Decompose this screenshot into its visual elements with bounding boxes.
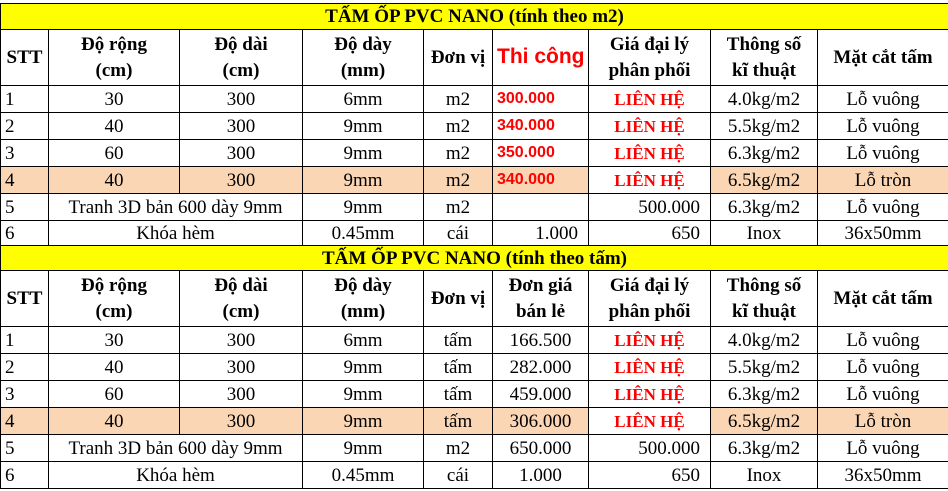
cell-product-name: Tranh 3D bản 600 dày 9mm xyxy=(49,194,303,221)
cell-thickness: 0.45mm xyxy=(303,221,424,246)
header-section: Mặt cắt tấm xyxy=(818,271,948,327)
cell-width: 60 xyxy=(49,381,180,408)
cell-dealer-price: LIÊN HỆ xyxy=(589,113,711,140)
header-width: Độ rộng (cm) xyxy=(49,30,180,86)
table-row-highlighted xyxy=(1,167,948,194)
cell-width: 30 xyxy=(49,327,180,354)
cell-spec: 4.0kg/m2 xyxy=(711,86,818,113)
cell-section: Lỗ vuông xyxy=(818,354,948,381)
cell-section: Lỗ tròn xyxy=(818,408,948,435)
cell-spec: 6.3kg/m2 xyxy=(711,381,818,408)
cell-section: Lỗ vuông xyxy=(818,327,948,354)
cell-price: 459.000 xyxy=(493,381,589,408)
header-length: Độ dài (cm) xyxy=(180,271,303,327)
cell-thickness: 9mm xyxy=(303,167,424,194)
cell-dealer-price: 650 xyxy=(589,221,711,246)
table-row xyxy=(1,194,948,221)
cell-stt: 2 xyxy=(1,354,49,381)
cell-unit: m2 xyxy=(424,194,493,221)
cell-width: 60 xyxy=(49,140,180,167)
table-title: TẤM ỐP PVC NANO (tính theo m2) xyxy=(1,4,948,30)
cell-section: Lỗ vuông xyxy=(818,194,948,221)
header-width: Độ rộng (cm) xyxy=(49,271,180,327)
header-dealer-price: Giá đại lý phân phối xyxy=(589,271,711,327)
table-row xyxy=(1,381,948,408)
cell-price: 1.000 xyxy=(493,221,589,246)
cell-section: Lỗ vuông xyxy=(818,86,948,113)
table-row xyxy=(1,354,948,381)
cell-spec: 6.3kg/m2 xyxy=(711,194,818,221)
header-stt: STT xyxy=(1,271,49,327)
header-installation: Thi công xyxy=(493,30,589,86)
cell-length: 300 xyxy=(180,167,303,194)
cell-unit: m2 xyxy=(424,140,493,167)
cell-dealer-price: 500.000 xyxy=(589,194,711,221)
cell-unit: cái xyxy=(424,221,493,246)
cell-stt: 3 xyxy=(1,140,49,167)
cell-thickness: 9mm xyxy=(303,435,424,462)
cell-width: 40 xyxy=(49,113,180,140)
cell-unit: m2 xyxy=(424,435,493,462)
cell-stt: 5 xyxy=(1,435,49,462)
cell-section: Lỗ vuông xyxy=(818,381,948,408)
cell-price: 340.000 xyxy=(493,167,589,194)
header-length: Độ dài (cm) xyxy=(180,30,303,86)
table-title-row xyxy=(1,4,948,30)
cell-length: 300 xyxy=(180,408,303,435)
cell-section: Lỗ vuông xyxy=(818,140,948,167)
cell-thickness: 9mm xyxy=(303,408,424,435)
cell-thickness: 0.45mm xyxy=(303,462,424,489)
table-row xyxy=(1,140,948,167)
cell-dealer-price: 500.000 xyxy=(589,435,711,462)
header-row xyxy=(1,30,948,86)
cell-dealer-price: LIÊN HỆ xyxy=(589,381,711,408)
cell-thickness: 6mm xyxy=(303,327,424,354)
cell-price: 306.000 xyxy=(493,408,589,435)
cell-unit: tấm xyxy=(424,354,493,381)
cell-thickness: 9mm xyxy=(303,381,424,408)
cell-price: 340.000 xyxy=(493,113,589,140)
cell-length: 300 xyxy=(180,86,303,113)
cell-width: 30 xyxy=(49,86,180,113)
header-section: Mặt cắt tấm xyxy=(818,30,948,86)
header-thickness: Độ dày (mm) xyxy=(303,30,424,86)
cell-thickness: 6mm xyxy=(303,86,424,113)
price-table-per-m2 xyxy=(0,3,948,246)
table-row xyxy=(1,86,948,113)
cell-stt: 1 xyxy=(1,86,49,113)
cell-unit: m2 xyxy=(424,113,493,140)
table-row xyxy=(1,113,948,140)
cell-unit: cái xyxy=(424,462,493,489)
cell-product-name: Tranh 3D bản 600 dày 9mm xyxy=(49,435,303,462)
cell-spec: Inox xyxy=(711,462,818,489)
price-table-per-sheet xyxy=(0,245,948,489)
cell-price: 282.000 xyxy=(493,354,589,381)
header-spec: Thông số kĩ thuật xyxy=(711,271,818,327)
cell-price: 300.000 xyxy=(493,86,589,113)
cell-dealer-price: LIÊN HỆ xyxy=(589,354,711,381)
cell-section: Lỗ vuông xyxy=(818,113,948,140)
cell-spec: 6.5kg/m2 xyxy=(711,167,818,194)
cell-stt: 5 xyxy=(1,194,49,221)
cell-stt: 4 xyxy=(1,408,49,435)
header-spec: Thông số kĩ thuật xyxy=(711,30,818,86)
cell-width: 40 xyxy=(49,167,180,194)
table-row xyxy=(1,327,948,354)
cell-dealer-price: LIÊN HỆ xyxy=(589,140,711,167)
cell-thickness: 9mm xyxy=(303,354,424,381)
cell-price xyxy=(493,194,589,221)
cell-width: 40 xyxy=(49,354,180,381)
cell-stt: 3 xyxy=(1,381,49,408)
header-row xyxy=(1,271,948,327)
cell-length: 300 xyxy=(180,354,303,381)
cell-dealer-price: LIÊN HỆ xyxy=(589,408,711,435)
cell-spec: 5.5kg/m2 xyxy=(711,113,818,140)
cell-price: 350.000 xyxy=(493,140,589,167)
cell-length: 300 xyxy=(180,381,303,408)
cell-stt: 4 xyxy=(1,167,49,194)
cell-spec: 6.3kg/m2 xyxy=(711,435,818,462)
cell-spec: 4.0kg/m2 xyxy=(711,327,818,354)
header-dealer-price: Giá đại lý phân phối xyxy=(589,30,711,86)
header-retail-price: Đơn giá bán lẻ xyxy=(493,271,589,327)
cell-price: 650.000 xyxy=(493,435,589,462)
cell-spec: Inox xyxy=(711,221,818,246)
cell-unit: tấm xyxy=(424,408,493,435)
table-row xyxy=(1,435,948,462)
cell-section: 36x50mm xyxy=(818,221,948,246)
header-thickness: Độ dày (mm) xyxy=(303,271,424,327)
cell-unit: m2 xyxy=(424,86,493,113)
table-title-row xyxy=(1,246,948,271)
cell-unit: tấm xyxy=(424,381,493,408)
cell-length: 300 xyxy=(180,140,303,167)
cell-stt: 6 xyxy=(1,221,49,246)
cell-stt: 2 xyxy=(1,113,49,140)
cell-spec: 6.5kg/m2 xyxy=(711,408,818,435)
cell-price: 1.000 xyxy=(493,462,589,489)
header-stt: STT xyxy=(1,30,49,86)
table-row xyxy=(1,221,948,246)
cell-unit: m2 xyxy=(424,167,493,194)
cell-length: 300 xyxy=(180,113,303,140)
cell-dealer-price: LIÊN HỆ xyxy=(589,86,711,113)
cell-thickness: 9mm xyxy=(303,113,424,140)
cell-dealer-price: 650 xyxy=(589,462,711,489)
cell-section: Lỗ tròn xyxy=(818,167,948,194)
cell-dealer-price: LIÊN HỆ xyxy=(589,167,711,194)
cell-section: 36x50mm xyxy=(818,462,948,489)
cell-thickness: 9mm xyxy=(303,140,424,167)
cell-thickness: 9mm xyxy=(303,194,424,221)
cell-spec: 6.3kg/m2 xyxy=(711,140,818,167)
cell-dealer-price: LIÊN HỆ xyxy=(589,327,711,354)
cell-product-name: Khóa hèm xyxy=(49,221,303,246)
cell-section: Lỗ vuông xyxy=(818,435,948,462)
cell-length: 300 xyxy=(180,327,303,354)
header-unit: Đơn vị xyxy=(424,271,493,327)
table-title: TẤM ỐP PVC NANO (tính theo tấm) xyxy=(1,246,948,271)
cell-stt: 1 xyxy=(1,327,49,354)
table-row-highlighted xyxy=(1,408,948,435)
cell-unit: tấm xyxy=(424,327,493,354)
header-unit: Đơn vị xyxy=(424,30,493,86)
cell-width: 40 xyxy=(49,408,180,435)
table-row xyxy=(1,462,948,489)
cell-spec: 5.5kg/m2 xyxy=(711,354,818,381)
cell-price: 166.500 xyxy=(493,327,589,354)
cell-stt: 6 xyxy=(1,462,49,489)
cell-product-name: Khóa hèm xyxy=(49,462,303,489)
